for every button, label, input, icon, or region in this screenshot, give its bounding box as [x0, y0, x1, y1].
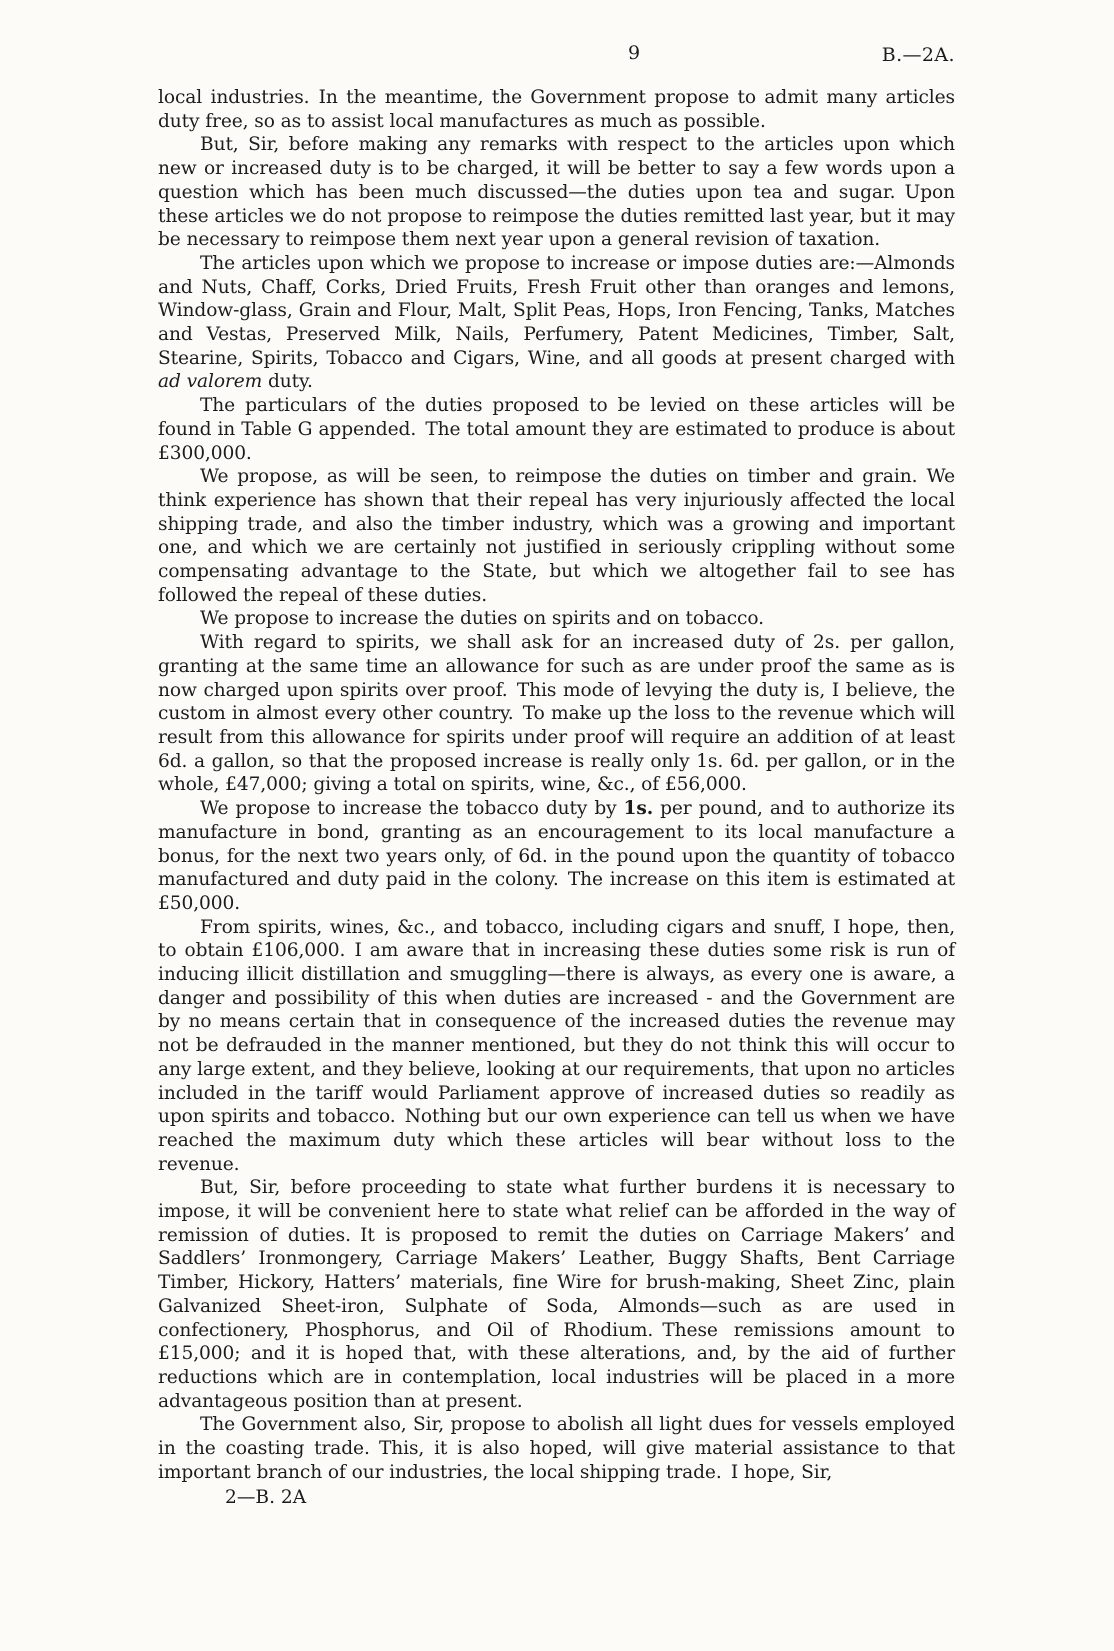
paragraph — [158, 1176, 955, 1413]
text-run: We propose, as will be seen, to reimpose the duties on timber and grain. We think experience has shown that their repeal has very injuriously affected the local shipping trade, and also the timber industry, which was a growing and important one, and which we are certainly not justified in seriously crippling without some compensating advantage to the State, but which we altogether fail to see has followed the repeal of these duties. — [158, 466, 955, 606]
paragraph — [158, 252, 955, 394]
document-body — [158, 86, 955, 1484]
text-run: We propose to increase the duties on spirits and on tobacco. — [200, 608, 764, 630]
page-footer — [158, 1486, 955, 1510]
text-run: local industries. In the meantime, the Government propose to admit many articles duty free, so as to assist local manufactures as much as possible. — [158, 87, 955, 132]
text-run: We propose to increase the tobacco duty by — [200, 798, 624, 820]
text-run-italic: ad valorem — [158, 371, 263, 393]
text-run: per pound, and to authorize its manufacture in bond, granting as an encouragement to its local manufacture a bonus, for the next two years only, of 6d. in the pound upon the quantity of tobacco manufactured and duty paid in the colony. The increase on this item is estimated at £50,000. — [158, 798, 955, 914]
text-run-bold: 1s. — [623, 798, 654, 820]
text-run: From spirits, wines, &c., and tobacco, including cigars and snuff, I hope, then, to obtain £106,000. I am aware that in increasing these duties some risk is run of inducing illicit distillation and smuggling—there is always, as every one is aware, a danger and possibility of this when duties are increased - and the Government are by no means certain that in consequence of the increased duties the revenue may not be defrauded in the manner mentioned, but they do not think this will occur to any large extent, and they believe, looking at our requirements, that upon no articles included in the tariff would Parliament approve of increased duties so readily as upon spirits and tobacco. Nothing but our own experience can tell us when we have reached the maximum duty which these articles will bear without loss to the revenue. — [158, 916, 955, 1175]
paragraph — [158, 86, 955, 133]
paragraph — [158, 797, 955, 916]
paragraph — [158, 916, 955, 1177]
paragraph — [158, 1413, 955, 1484]
text-run: duty. — [262, 371, 313, 393]
text-run: But, Sir, before proceeding to state what further burdens it is necessary to impose, it will be convenient here to state what relief can be afforded in the way of remission of duties. It is proposed to remit the duties on Carriage Makers’ and Saddlers’ Ironmongery, Carriage Makers’ Leather, Buggy Shafts, Bent Carriage Timber, Hickory, Hatters’ materials, fine Wire for brush-making, Sheet Zinc, plain Galvanized Sheet-iron, Sulphate of Soda, Almonds—such as are used in confectionery, Phosphorus, and Oil of Rhodium. These remissions amount to £15,000; and it is hoped that, with these alterations, and, by the aid of further reductions which are in contemplation, local industries will be placed in a more advantageous position than at present. — [158, 1177, 955, 1412]
text-run: The Government also, Sir, propose to abolish all light dues for vessels employed in the coasting trade. This, it is also hoped, will give material assistance to that important branch of our industries, the local shipping trade. I hope, Sir, — [158, 1414, 955, 1483]
text-run: The articles upon which we propose to increase or impose duties are:—Almonds and Nuts, Chaff, Corks, Dried Fruits, Fresh Fruit other than oranges and lemons, Window-glass, Grain and Flour, Malt, Split Peas, Hops, Iron Fencing, Tanks, Matches and Vestas, Preserved Milk, Nails, Perfumery, Patent Medicines, Timber, Salt, Stearine, Spirits, Tobacco and Cigars, Wine, and all goods at present charged with — [158, 252, 955, 369]
paragraph — [158, 607, 955, 631]
text-run: The particulars of the duties proposed to be levied on these articles will be found in Table G appended. The total amount they are estimated to produce is about £300,000. — [158, 395, 955, 464]
paragraph — [158, 133, 955, 252]
text-run: But, Sir, before making any remarks with respect to the articles upon which new or increased duty is to be charged, it will be better to say a few words upon a question which has been much discussed—the duties upon tea and sugar. Upon these articles we do not propose to reimpose the duties remitted last year, but it may be necessary to reimpose them next year upon a general revision of taxation. — [158, 134, 955, 251]
paragraph — [158, 394, 955, 465]
text-run: With regard to spirits, we shall ask for an increased duty of 2s. per gallon, granting at the same time an allowance for such as are under proof the same as is now charged upon spirits over proof. This mode of levying the duty is, I believe, the custom in almost every other country. To make up the loss to the revenue which will result from this allowance for spirits under proof will require an addition of at least 6d. a gallon, so that the proposed increase is really only 1s. 6d. per gallon, or in the whole, £47,000; giving a total on spirits, wine, &c., of £56,000. — [158, 632, 955, 796]
header-right-mark: B.—2A. — [881, 44, 955, 66]
paragraph — [158, 465, 955, 607]
page-number: 9 — [628, 42, 641, 64]
paragraph — [158, 631, 955, 797]
footer-signature: 2—B. 2A — [225, 1487, 307, 1509]
page-header — [158, 42, 955, 68]
